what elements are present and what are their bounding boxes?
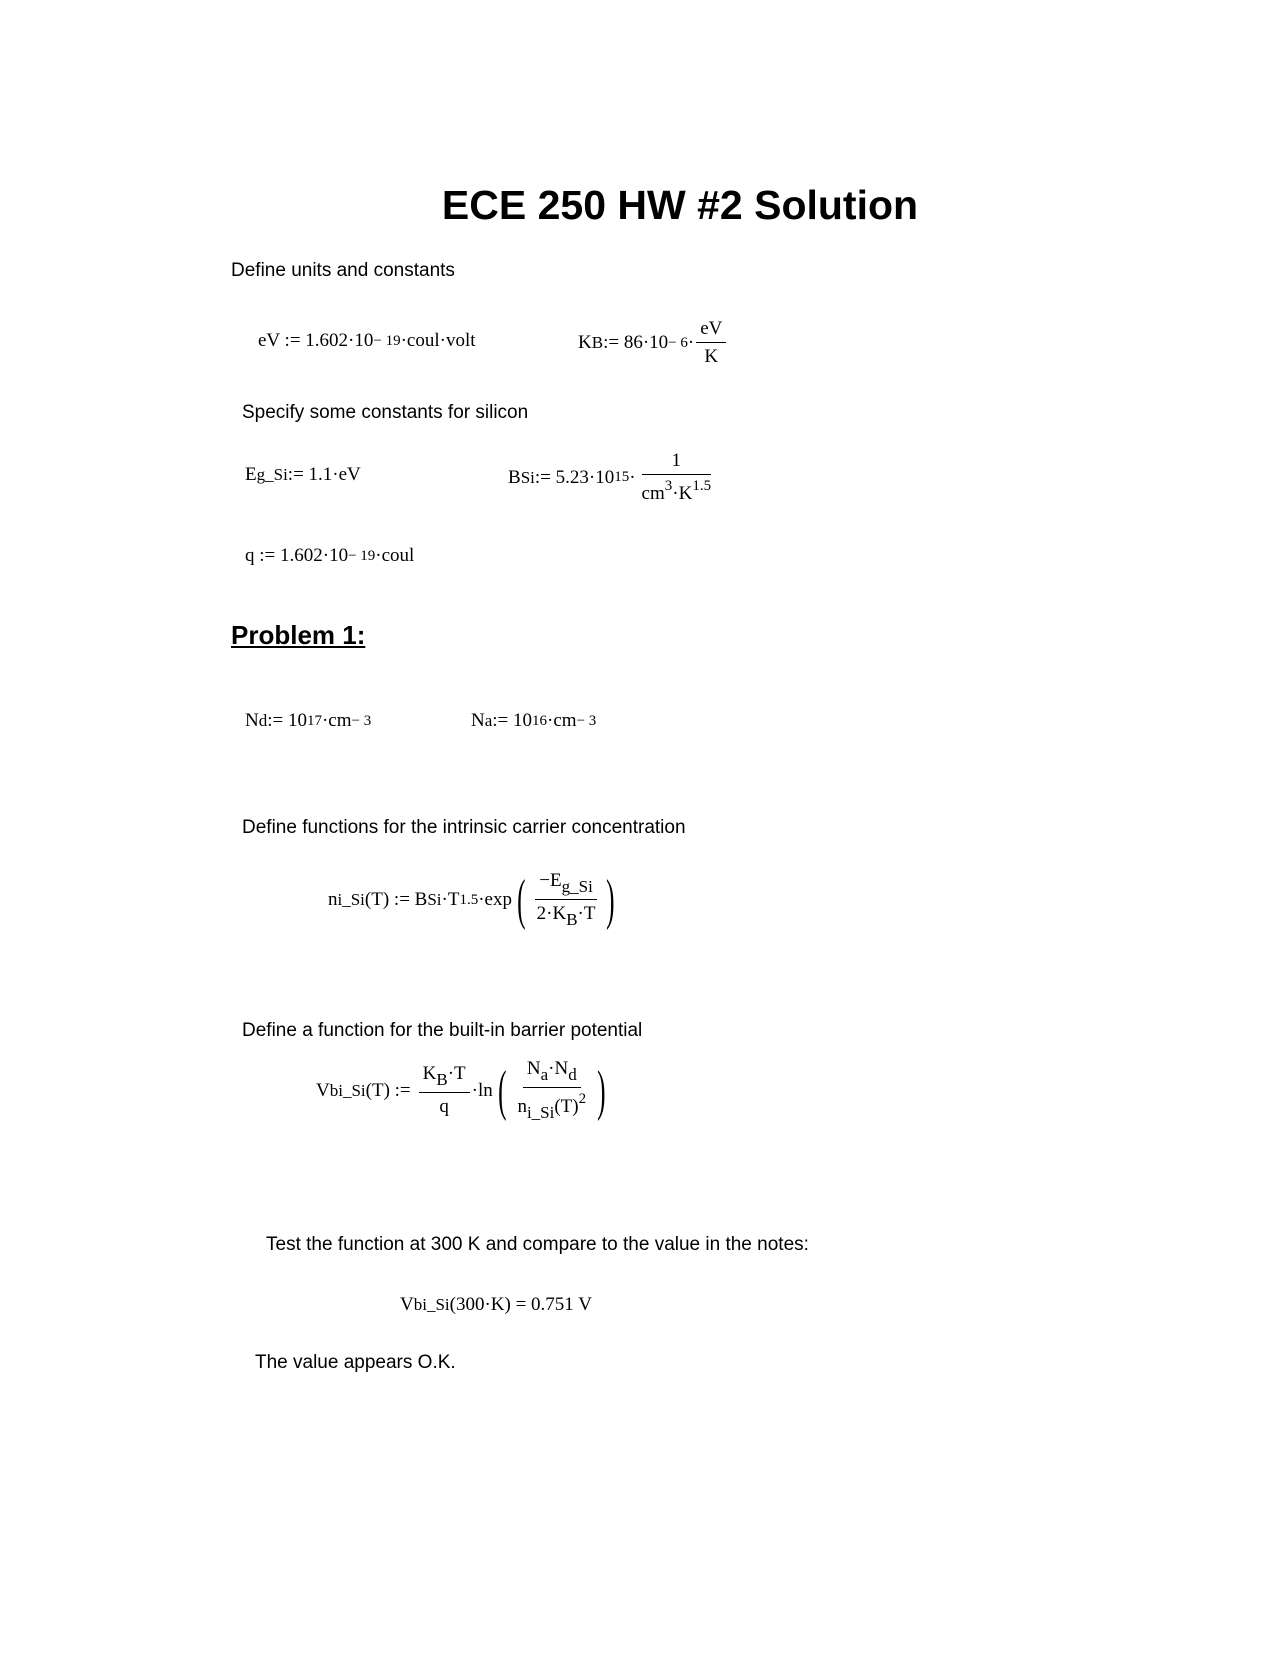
fraction xyxy=(696,318,726,368)
eq-text: V xyxy=(316,1079,330,1101)
eq-text: · xyxy=(687,332,695,353)
eq-text: ·cm xyxy=(321,710,352,731)
eq-text: ·K xyxy=(672,483,693,504)
fraction xyxy=(513,1058,590,1123)
eq-sub: Si xyxy=(520,467,535,487)
eq-sub: d xyxy=(258,711,268,730)
conclusion-text: The value appears O.K. xyxy=(255,1352,456,1373)
section-define-units: Define units and constants xyxy=(231,260,455,281)
eq-text: B xyxy=(508,466,521,488)
eq-sub: g_Si xyxy=(256,465,288,484)
eq-text: · xyxy=(629,466,636,488)
fraction xyxy=(638,450,716,505)
denominator xyxy=(513,1088,590,1123)
eq-exp: 2 xyxy=(578,1091,587,1107)
page-title: ECE 250 HW #2 Solution xyxy=(441,182,919,228)
eq-text: (T) := xyxy=(365,1079,411,1101)
eq-text: n xyxy=(328,889,338,910)
eq-exp: − 3 xyxy=(576,712,597,729)
eq-text: cm xyxy=(641,483,665,504)
eq-text: n xyxy=(517,1096,527,1117)
eq-exp: 16 xyxy=(532,712,548,729)
left-paren: ( xyxy=(497,1059,507,1122)
section-define-vbi: Define a function for the built-in barrier potential xyxy=(242,1020,643,1041)
eq-sub: g_Si xyxy=(561,877,593,896)
eq-sub: a xyxy=(540,1065,549,1084)
eq-exp: 1.5 xyxy=(459,891,479,908)
eq-exp: 1.5 xyxy=(692,478,712,494)
fraction xyxy=(419,1063,470,1118)
numerator: 1 xyxy=(642,450,712,475)
eq-text: −E xyxy=(539,870,562,891)
equation-ev xyxy=(258,330,476,352)
eq-text: eV := 1.602·10 xyxy=(258,330,374,351)
eq-text: E xyxy=(245,464,257,485)
eq-sub: a xyxy=(484,711,493,730)
eq-exp: − 3 xyxy=(351,712,372,729)
eq-text: (T) xyxy=(554,1096,579,1117)
numerator: eV xyxy=(696,318,726,343)
eq-exp: − 19 xyxy=(348,547,376,564)
eq-text: V xyxy=(400,1294,414,1315)
numerator xyxy=(535,870,597,900)
right-paren: ) xyxy=(606,869,616,931)
eq-text: N xyxy=(471,710,485,731)
eq-text: := 5.23·10 xyxy=(534,466,615,488)
eq-text: ·exp xyxy=(478,889,512,910)
equation-nd xyxy=(245,710,371,732)
eq-text: ·T xyxy=(447,1063,466,1084)
right-paren: ) xyxy=(597,1059,606,1122)
eq-sub: i_Si xyxy=(526,1103,555,1122)
equation-result xyxy=(400,1294,592,1316)
equation-na xyxy=(471,710,596,732)
denominator: q xyxy=(439,1096,449,1117)
equation-vbi xyxy=(316,1058,611,1123)
eq-sub: B xyxy=(436,1070,448,1089)
eq-text: K xyxy=(578,332,592,353)
equation-bsi xyxy=(508,450,717,505)
eq-text: := 10 xyxy=(492,710,533,731)
section-test: Test the function at 300 K and compare to the value in the notes: xyxy=(266,1234,809,1255)
numerator xyxy=(523,1058,581,1088)
eq-sub: bi_Si xyxy=(413,1295,450,1314)
eq-text: N xyxy=(526,1058,541,1079)
equation-eg xyxy=(245,464,361,486)
eq-text: ·T xyxy=(441,889,460,910)
eq-text: ·coul·volt xyxy=(400,330,476,351)
denominator xyxy=(533,900,600,930)
eq-sub: bi_Si xyxy=(329,1080,366,1100)
eq-text: (T) := B xyxy=(364,889,428,910)
eq-text: (300·K) = 0.751 V xyxy=(449,1294,592,1315)
equation-ni xyxy=(328,870,620,930)
eq-text: q := 1.602·10 xyxy=(245,545,349,566)
numerator xyxy=(419,1063,470,1093)
eq-sub: B xyxy=(566,910,578,929)
equation-kb xyxy=(578,318,728,368)
eq-sub: i_Si xyxy=(337,890,365,909)
eq-sub: B xyxy=(591,333,604,352)
eq-sub: d xyxy=(568,1065,577,1084)
eq-text: := 86·10 xyxy=(603,332,669,353)
eq-text: ·cm xyxy=(547,710,577,731)
eq-text: ·coul xyxy=(375,545,415,566)
equation-q xyxy=(245,545,414,567)
eq-text: ·ln xyxy=(471,1079,493,1101)
eq-text: := 10 xyxy=(267,710,307,731)
eq-exp: 17 xyxy=(306,712,322,729)
eq-exp: − 6 xyxy=(668,334,688,351)
eq-text: K xyxy=(422,1063,437,1084)
eq-exp: 15 xyxy=(614,469,630,485)
problem-1-heading: Problem 1: xyxy=(231,620,366,650)
section-specify-si: Specify some constants for silicon xyxy=(242,402,529,423)
eq-exp: − 19 xyxy=(373,332,401,349)
fraction xyxy=(533,870,600,930)
eq-text: := 1.1·eV xyxy=(287,464,361,485)
eq-text: ·N xyxy=(548,1058,569,1079)
eq-text: N xyxy=(245,710,259,731)
section-define-ni: Define functions for the intrinsic carrier concentration xyxy=(242,817,686,838)
eq-text: 2·K xyxy=(536,903,567,924)
eq-sub: Si xyxy=(427,890,442,909)
denominator: K xyxy=(704,346,719,367)
denominator xyxy=(638,475,716,505)
eq-text: ·T xyxy=(577,903,596,924)
left-paren: ( xyxy=(517,869,526,931)
eq-exp: 3 xyxy=(664,478,673,494)
